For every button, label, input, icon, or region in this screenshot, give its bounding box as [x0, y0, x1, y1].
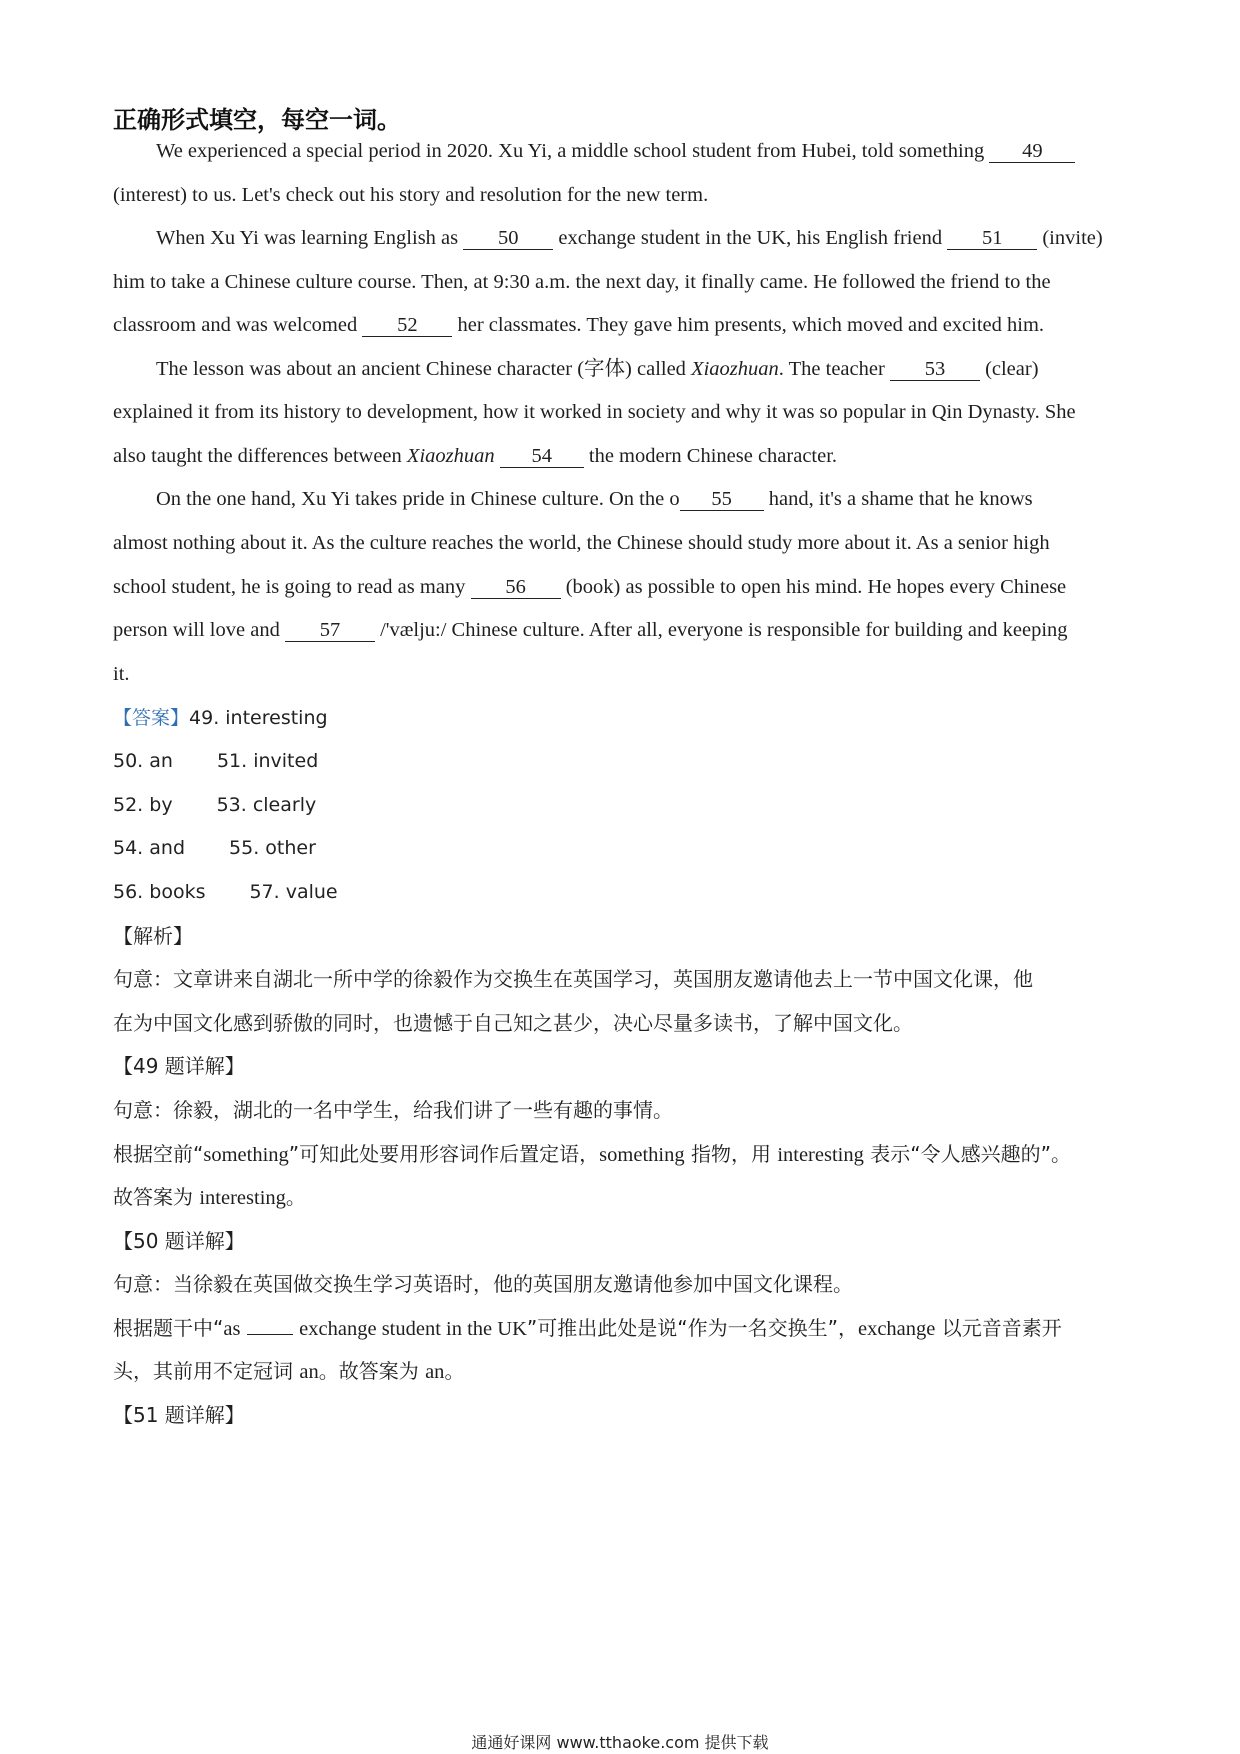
xiaozhuan-term: Xiaozhuan — [406, 445, 495, 467]
blank-53: 53 — [890, 358, 980, 381]
answer-49: 49. interesting — [189, 707, 328, 729]
passage-line — [113, 311, 1044, 339]
q49-sentence: 句意：徐毅，湖北的一名中学生，给我们讲了一些有趣的事情。 — [113, 1098, 673, 1122]
answer-50: 50. an — [113, 750, 173, 772]
answer-line — [113, 747, 318, 775]
passage-text: We experienced a special period in 2020. Xu Yi, a middle school student from Hubei, told something — [156, 140, 985, 162]
blank-49: 49 — [989, 140, 1075, 163]
passage-text: classroom and was welcomed — [113, 314, 358, 336]
blank-54: 54 — [500, 445, 584, 468]
passage-text: (invite) — [1042, 227, 1103, 249]
passage-text: When Xu Yi was learning English as — [156, 227, 459, 249]
passage-text: him to take a Chinese culture course. Then, at 9:30 a.m. the next day, it finally came. He followed the friend to the — [113, 271, 1051, 293]
q50-answer: 头，其前用不定冠词 an。故答案为 an。 — [113, 1359, 465, 1383]
xiaozhuan-term: Xiaozhuan — [691, 358, 779, 380]
passage-text: On the one hand, Xu Yi takes pride in Chinese culture. On the o — [156, 488, 680, 510]
analysis-label: 【解析】 — [113, 924, 193, 948]
answer-54: 54. and — [113, 837, 186, 859]
passage-line — [113, 660, 130, 688]
passage-text: person will love and — [113, 619, 280, 641]
answer-53: 53. clearly — [216, 794, 317, 816]
passage-text: /'vælju:/ Chinese culture. After all, everyone is responsible for building and keeping — [380, 619, 1068, 641]
passage-text: the modern Chinese character. — [588, 445, 838, 467]
passage-text: (book) as possible to open his mind. He hopes every Chinese — [565, 576, 1067, 598]
answer-label: 【答案】 — [113, 707, 190, 729]
q50-header: 【50 题详解】 — [113, 1229, 245, 1253]
q49-explanation: 根据空前“something”可知此处要用形容词作后置定语，something 指物，用 interesting 表示“令人感兴趣的”。 — [113, 1142, 1071, 1166]
blank-55: 55 — [680, 488, 764, 511]
q49-header: 【49 题详解】 — [113, 1054, 245, 1078]
passage-text: (interest) to us. Let's check out his story and resolution for the new term. — [113, 184, 709, 206]
passage-line — [156, 355, 1039, 383]
q50-explanation: 根据题干中“as exchange student in the UK”可推出此处是说“作为一名交换生”，exchange 以元音音素开 — [113, 1316, 1062, 1340]
blank-51: 51 — [947, 227, 1037, 250]
passage-text: . The teacher — [778, 358, 885, 380]
q51-header: 【51 题详解】 — [113, 1403, 245, 1427]
answer-line — [113, 791, 316, 819]
answer-line — [113, 834, 316, 862]
passage-line — [113, 181, 708, 209]
answer-line — [113, 704, 328, 732]
passage-line — [156, 485, 1033, 513]
footer-watermark: 通通好课网 www.tthaoke.com 提供下载 — [471, 1733, 769, 1752]
passage-text: school student, he is going to read as many — [113, 576, 466, 598]
passage-text: explained it from its history to development, how it worked in society and why it was so popular in Qin Dynasty. She — [113, 401, 1076, 423]
passage-line — [113, 529, 1050, 557]
passage-text: exchange student in the UK, his English friend — [558, 227, 943, 249]
passage-text: hand, it's a shame that he knows — [768, 488, 1033, 510]
analysis-summary-line: 句意：文章讲来自湖北一所中学的徐毅作为交换生在英国学习，英国朋友邀请他去上一节中国文化课，他 — [113, 967, 1033, 991]
q50-sentence: 句意：当徐毅在英国做交换生学习英语时，他的英国朋友邀请他参加中国文化课程。 — [113, 1272, 853, 1296]
passage-text: The lesson was about an ancient Chinese character (字体) called — [156, 358, 686, 380]
blank-52: 52 — [362, 314, 452, 337]
passage-line — [156, 137, 1075, 165]
passage-text: almost nothing about it. As the culture reaches the world, the Chinese should study more about it. As a senior high — [113, 532, 1050, 554]
answer-51: 51. invited — [216, 750, 319, 772]
passage-line — [113, 268, 1051, 296]
passage-text: her classmates. They gave him presents, which moved and excited him. — [457, 314, 1045, 336]
answer-55: 55. other — [229, 837, 316, 859]
passage-line — [113, 616, 1068, 644]
blank-57: 57 — [285, 619, 375, 642]
answer-56: 56. books — [113, 881, 206, 903]
q49-answer: 故答案为 interesting。 — [113, 1185, 306, 1209]
analysis-summary-line: 在为中国文化感到骄傲的同时，也遗憾于自己知之甚少，决心尽量多读书，了解中国文化。 — [113, 1011, 913, 1035]
passage-text: (clear) — [985, 358, 1039, 380]
answer-line — [113, 878, 338, 906]
answer-57: 57. value — [249, 881, 338, 903]
passage-text: also taught the differences between — [113, 445, 402, 467]
blank-50: 50 — [463, 227, 553, 250]
passage-text: it. — [113, 663, 130, 685]
passage-line — [113, 398, 1076, 426]
passage-line — [113, 573, 1066, 601]
section-title: 正确形式填空，每空一词。 — [113, 106, 401, 134]
passage-line — [156, 224, 1103, 252]
blank-56: 56 — [471, 576, 561, 599]
blank-short — [247, 1334, 293, 1335]
passage-line — [113, 442, 837, 470]
answer-52: 52. by — [113, 794, 173, 816]
